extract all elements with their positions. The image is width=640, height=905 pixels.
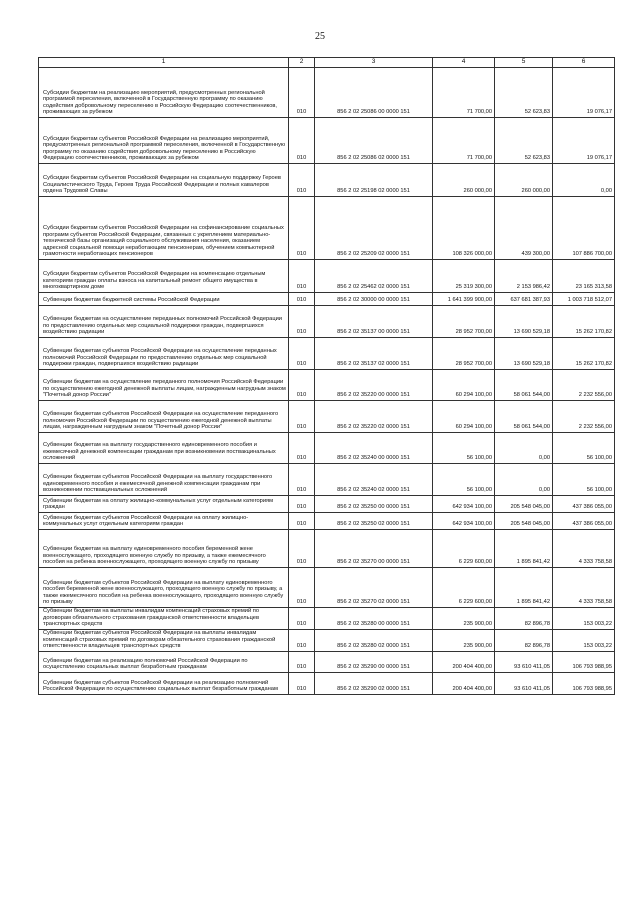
row-plan-amount: 1 641 399 900,00 bbox=[433, 293, 495, 306]
row-name: Субвенции бюджетам на выплату государственного единовременного пособия и ежемесячной денежной компенсации гражданам при возникновении поствакцинальных осложнений bbox=[39, 433, 289, 464]
budget-table bbox=[38, 57, 615, 695]
row-kbk-code: 856 2 02 35137 00 0000 151 bbox=[315, 306, 433, 338]
row-kbk-code: 856 2 02 35250 02 0000 151 bbox=[315, 513, 433, 530]
row-plan-amount: 6 229 600,00 bbox=[433, 530, 495, 568]
row-executed-amount: 439 300,00 bbox=[495, 197, 553, 260]
row-remaining-amount: 106 793 988,95 bbox=[553, 672, 615, 694]
row-name: Субсидии бюджетам субъектов Российской Федерации на компенсацию отдельным категориям граждан оплаты взноса на капитальный ремонт общего имущества в многоквартирном доме bbox=[39, 260, 289, 293]
row-code: 010 bbox=[289, 496, 315, 513]
row-kbk-code: 856 2 02 35240 00 0000 151 bbox=[315, 433, 433, 464]
table-row bbox=[39, 464, 615, 496]
table-row bbox=[39, 433, 615, 464]
row-code: 010 bbox=[289, 464, 315, 496]
row-name: Субвенции бюджетам субъектов Российской Федерации на осуществление переданных полномочий Российской Федерации по предоставлению отдельных мер социальной поддержки граждан, подвергшихся воздействию радиации bbox=[39, 338, 289, 370]
row-kbk-code: 856 2 02 35290 00 0000 151 bbox=[315, 651, 433, 672]
row-remaining-amount: 153 003,22 bbox=[553, 629, 615, 651]
row-remaining-amount: 1 003 718 512,07 bbox=[553, 293, 615, 306]
row-kbk-code: 856 2 02 35270 00 0000 151 bbox=[315, 530, 433, 568]
table-row bbox=[39, 306, 615, 338]
row-name: Субвенции бюджетам на выплаты инвалидам компенсаций страховых премий по договорам обязательного страхования гражданской ответственности владельцев транспортных средств bbox=[39, 608, 289, 630]
row-plan-amount: 56 100,00 bbox=[433, 464, 495, 496]
table-row bbox=[39, 164, 615, 197]
row-executed-amount: 0,00 bbox=[495, 433, 553, 464]
row-kbk-code: 856 2 02 35280 02 0000 151 bbox=[315, 629, 433, 651]
row-code: 010 bbox=[289, 672, 315, 694]
row-kbk-code: 856 2 02 35270 02 0000 151 bbox=[315, 568, 433, 608]
row-plan-amount: 71 700,00 bbox=[433, 118, 495, 164]
row-kbk-code: 856 2 02 35240 02 0000 151 bbox=[315, 464, 433, 496]
row-code: 010 bbox=[289, 293, 315, 306]
row-code: 010 bbox=[289, 306, 315, 338]
row-plan-amount: 28 952 700,00 bbox=[433, 306, 495, 338]
column-header-2: 2 bbox=[289, 58, 315, 68]
row-remaining-amount: 437 386 055,00 bbox=[553, 496, 615, 513]
row-name: Субсидии бюджетам субъектов Российской Федерации на софинансирование социальных программ субъектов Российской Федерации, связанных с укреплением материально-технической базы организаций социального обслуживания населения, оказанием адресной социальной помощи неработающим пенсионерам, обучением компьютерной грамотности неработающих пенсионеров bbox=[39, 197, 289, 260]
table-row bbox=[39, 651, 615, 672]
row-kbk-code: 856 2 02 35280 00 0000 151 bbox=[315, 608, 433, 630]
column-header-4: 4 bbox=[433, 58, 495, 68]
row-name: Субвенции бюджетам бюджетной системы Российской Федерации bbox=[39, 293, 289, 306]
row-remaining-amount: 19 076,17 bbox=[553, 118, 615, 164]
table-row bbox=[39, 513, 615, 530]
row-plan-amount: 108 326 000,00 bbox=[433, 197, 495, 260]
row-plan-amount: 642 934 100,00 bbox=[433, 496, 495, 513]
row-executed-amount: 13 690 529,18 bbox=[495, 338, 553, 370]
row-remaining-amount: 15 262 170,82 bbox=[553, 306, 615, 338]
column-header-5: 5 bbox=[495, 58, 553, 68]
table-row bbox=[39, 608, 615, 630]
row-executed-amount: 52 623,83 bbox=[495, 68, 553, 118]
row-kbk-code: 856 2 02 25209 02 0000 151 bbox=[315, 197, 433, 260]
row-executed-amount: 637 681 387,93 bbox=[495, 293, 553, 306]
row-plan-amount: 642 934 100,00 bbox=[433, 513, 495, 530]
row-kbk-code: 856 2 02 35137 02 0000 151 bbox=[315, 338, 433, 370]
row-code: 010 bbox=[289, 260, 315, 293]
column-header-3: 3 bbox=[315, 58, 433, 68]
row-kbk-code: 856 2 02 35220 00 0000 151 bbox=[315, 370, 433, 401]
row-code: 010 bbox=[289, 338, 315, 370]
row-name: Субвенции бюджетам субъектов Российской Федерации на реализацию полномочий Российской Федерации по осуществлению социальных выплат безработным гражданам bbox=[39, 672, 289, 694]
table-header-row bbox=[39, 58, 615, 68]
row-name: Субвенции бюджетам на осуществление переданного полномочия Российской Федерации по осуществлению ежегодной денежной выплаты лицам, награжденным нагрудным знаком "Почетный донор России" bbox=[39, 370, 289, 401]
row-name: Субвенции бюджетам субъектов Российской Федерации на осуществление переданного полномочия Российской Федерации по осуществлению ежегодной денежной выплаты лицам, награжденным нагрудным знаком "Почетный донор России" bbox=[39, 401, 289, 433]
row-executed-amount: 205 548 045,00 bbox=[495, 496, 553, 513]
row-remaining-amount: 0,00 bbox=[553, 164, 615, 197]
row-remaining-amount: 56 100,00 bbox=[553, 433, 615, 464]
row-plan-amount: 56 100,00 bbox=[433, 433, 495, 464]
row-executed-amount: 52 623,83 bbox=[495, 118, 553, 164]
table-row bbox=[39, 197, 615, 260]
row-code: 010 bbox=[289, 118, 315, 164]
row-code: 010 bbox=[289, 370, 315, 401]
table-row bbox=[39, 568, 615, 608]
row-remaining-amount: 2 232 556,00 bbox=[553, 370, 615, 401]
row-remaining-amount: 4 333 758,58 bbox=[553, 530, 615, 568]
row-plan-amount: 200 404 400,00 bbox=[433, 651, 495, 672]
row-name: Субвенции бюджетам субъектов Российской Федерации на выплаты инвалидам компенсаций страховых премий по договорам обязательного страхования гражданской ответственности владельцев транспортных средств bbox=[39, 629, 289, 651]
row-plan-amount: 6 229 600,00 bbox=[433, 568, 495, 608]
row-executed-amount: 13 690 529,18 bbox=[495, 306, 553, 338]
page-number: 25 bbox=[315, 31, 325, 42]
row-executed-amount: 58 061 544,00 bbox=[495, 370, 553, 401]
row-kbk-code: 856 2 02 25462 02 0000 151 bbox=[315, 260, 433, 293]
table-row bbox=[39, 629, 615, 651]
row-name: Субсидии бюджетам на реализацию мероприятий, предусмотренных региональной программой переселения, включенной в Государственную программу по оказанию содействия добровольному переселению в Российскую Федерацию соотечественников, проживающих за рубежом bbox=[39, 68, 289, 118]
row-remaining-amount: 153 003,22 bbox=[553, 608, 615, 630]
row-executed-amount: 93 610 411,05 bbox=[495, 672, 553, 694]
row-name: Субвенции бюджетам субъектов Российской Федерации на выплату единовременного пособия беременной жене военнослужащего, проходящего военную службу по призыву, а также ежемесячного пособия на ребенка военнослужащего, проходящего военную службу по призыву bbox=[39, 568, 289, 608]
row-name: Субвенции бюджетам на реализацию полномочий Российской Федерации по осуществлению социальных выплат безработным гражданам bbox=[39, 651, 289, 672]
row-name: Субвенции бюджетам субъектов Российской Федерации на выплату государственного единовременного пособия и ежемесячной денежной компенсации гражданам при возникновении поствакцинальных осложнений bbox=[39, 464, 289, 496]
row-plan-amount: 25 319 300,00 bbox=[433, 260, 495, 293]
table-row bbox=[39, 672, 615, 694]
row-remaining-amount: 15 262 170,82 bbox=[553, 338, 615, 370]
row-plan-amount: 200 404 400,00 bbox=[433, 672, 495, 694]
row-name: Субсидии бюджетам субъектов Российской Федерации на социальную поддержку Героев Социалистического Труда, Героев Труда Российской Федерации и полных кавалеров ордена Трудовой Славы bbox=[39, 164, 289, 197]
row-code: 010 bbox=[289, 197, 315, 260]
row-name: Субвенции бюджетам на осуществление переданных полномочий Российской Федерации по предоставлению отдельных мер социальной поддержки граждан, подвергшихся воздействию радиации bbox=[39, 306, 289, 338]
row-kbk-code: 856 2 02 25198 02 0000 151 bbox=[315, 164, 433, 197]
row-kbk-code: 856 2 02 25086 02 0000 151 bbox=[315, 118, 433, 164]
table-row bbox=[39, 370, 615, 401]
column-header-1: 1 bbox=[39, 58, 289, 68]
table-row bbox=[39, 401, 615, 433]
row-kbk-code: 856 2 02 35250 00 0000 151 bbox=[315, 496, 433, 513]
row-plan-amount: 60 294 100,00 bbox=[433, 370, 495, 401]
table-row bbox=[39, 338, 615, 370]
row-executed-amount: 1 895 841,42 bbox=[495, 530, 553, 568]
row-name: Субвенции бюджетам субъектов Российской Федерации на оплату жилищно-коммунальных услуг отдельным категориям граждан bbox=[39, 513, 289, 530]
table-row bbox=[39, 260, 615, 293]
row-code: 010 bbox=[289, 433, 315, 464]
row-code: 010 bbox=[289, 629, 315, 651]
row-executed-amount: 260 000,00 bbox=[495, 164, 553, 197]
row-plan-amount: 260 000,00 bbox=[433, 164, 495, 197]
row-executed-amount: 93 610 411,05 bbox=[495, 651, 553, 672]
row-remaining-amount: 23 165 313,58 bbox=[553, 260, 615, 293]
row-remaining-amount: 19 076,17 bbox=[553, 68, 615, 118]
row-executed-amount: 0,00 bbox=[495, 464, 553, 496]
row-kbk-code: 856 2 02 25086 00 0000 151 bbox=[315, 68, 433, 118]
row-code: 010 bbox=[289, 513, 315, 530]
row-remaining-amount: 437 386 055,00 bbox=[553, 513, 615, 530]
row-remaining-amount: 56 100,00 bbox=[553, 464, 615, 496]
row-remaining-amount: 106 793 988,95 bbox=[553, 651, 615, 672]
row-executed-amount: 205 548 045,00 bbox=[495, 513, 553, 530]
row-remaining-amount: 2 232 556,00 bbox=[553, 401, 615, 433]
row-remaining-amount: 107 886 700,00 bbox=[553, 197, 615, 260]
table-row bbox=[39, 293, 615, 306]
row-name: Субвенции бюджетам на оплату жилищно-коммунальных услуг отдельным категориям граждан bbox=[39, 496, 289, 513]
row-plan-amount: 235 900,00 bbox=[433, 629, 495, 651]
row-code: 010 bbox=[289, 651, 315, 672]
row-code: 010 bbox=[289, 608, 315, 630]
row-kbk-code: 856 2 02 30000 00 0000 151 bbox=[315, 293, 433, 306]
row-executed-amount: 82 896,78 bbox=[495, 608, 553, 630]
row-executed-amount: 58 061 544,00 bbox=[495, 401, 553, 433]
row-code: 010 bbox=[289, 68, 315, 118]
row-plan-amount: 235 900,00 bbox=[433, 608, 495, 630]
row-name: Субвенции бюджетам на выплату единовременного пособия беременной жене военнослужащего, проходящего военную службу по призыву, а также ежемесячного пособия на ребенка военнослужащего, проходящего военную службу по призыву bbox=[39, 530, 289, 568]
row-plan-amount: 71 700,00 bbox=[433, 68, 495, 118]
table-row bbox=[39, 496, 615, 513]
row-name: Субсидии бюджетам субъектов Российской Федерации на реализацию мероприятий, предусмотренных региональной программой переселения, включенной в Государственную программу по оказанию содействия добровольному переселению в Российскую Федерацию соотечественников, проживающих за рубежом bbox=[39, 118, 289, 164]
row-plan-amount: 28 952 700,00 bbox=[433, 338, 495, 370]
row-code: 010 bbox=[289, 530, 315, 568]
row-kbk-code: 856 2 02 35220 02 0000 151 bbox=[315, 401, 433, 433]
row-code: 010 bbox=[289, 164, 315, 197]
row-remaining-amount: 4 333 758,58 bbox=[553, 568, 615, 608]
row-code: 010 bbox=[289, 568, 315, 608]
column-header-6: 6 bbox=[553, 58, 615, 68]
row-executed-amount: 82 896,78 bbox=[495, 629, 553, 651]
row-executed-amount: 2 153 986,42 bbox=[495, 260, 553, 293]
row-plan-amount: 60 294 100,00 bbox=[433, 401, 495, 433]
row-kbk-code: 856 2 02 35290 02 0000 151 bbox=[315, 672, 433, 694]
table-row bbox=[39, 68, 615, 118]
table-row bbox=[39, 118, 615, 164]
row-executed-amount: 1 895 841,42 bbox=[495, 568, 553, 608]
row-code: 010 bbox=[289, 401, 315, 433]
table-row bbox=[39, 530, 615, 568]
